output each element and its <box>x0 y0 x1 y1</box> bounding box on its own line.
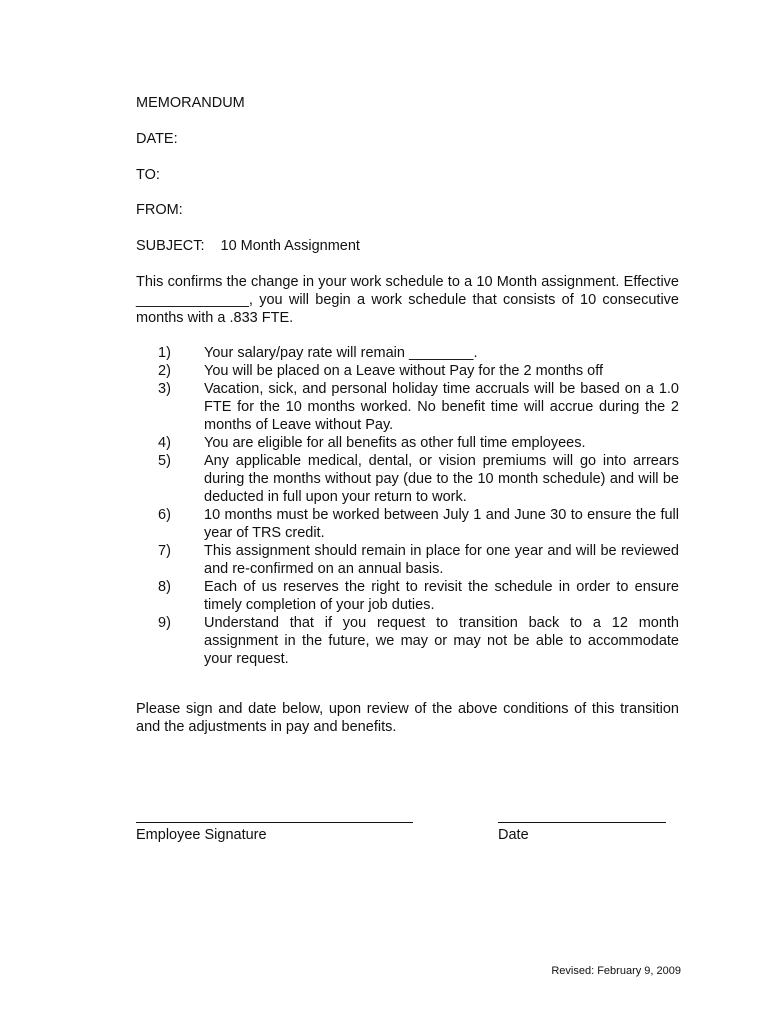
conditions-list <box>136 344 679 668</box>
list-item <box>136 380 679 434</box>
list-item <box>136 434 679 452</box>
list-item-text: Vacation, sick, and personal holiday time accruals will be based on a 1.0 FTE for the 10 months worked. No benefit time will accrue during the 2 months of Leave without Pay. <box>204 381 679 433</box>
list-item-number: 5) <box>158 453 171 469</box>
closing-paragraph: Please sign and date below, upon review of the above conditions of this transition and the adjustments in pay and benefits. <box>136 701 679 735</box>
list-item-number: 9) <box>158 615 171 631</box>
list-item-number: 7) <box>158 543 171 559</box>
list-item-number: 3) <box>158 381 171 397</box>
subject-label: SUBJECT: <box>136 238 205 254</box>
date-signature-line[interactable] <box>498 822 666 823</box>
subject-value: 10 Month Assignment <box>220 238 360 254</box>
list-item-number: 8) <box>158 579 171 595</box>
list-item <box>136 506 679 542</box>
list-item-text: You will be placed on a Leave without Pay for the 2 months off <box>204 363 604 379</box>
revised-date: Revised: February 9, 2009 <box>551 965 681 977</box>
list-item-text: Your salary/pay rate will remain ________. <box>204 345 478 361</box>
list-item-text: You are eligible for all benefits as other full time employees. <box>204 435 586 451</box>
list-item-text: Any applicable medical, dental, or vision premiums will go into arrears during the months without pay (due to the 10 month schedule) and will be deducted in full upon your return to work. <box>204 453 679 505</box>
list-item-text: Understand that if you request to transition back to a 12 month assignment in the future, we may or may not be able to accommodate your request. <box>204 615 679 667</box>
from-label: FROM: <box>136 202 183 218</box>
list-item <box>136 542 679 578</box>
list-item-number: 6) <box>158 507 171 523</box>
list-item-text: 10 months must be worked between July 1 and June 30 to ensure the full year of TRS credit. <box>204 507 679 541</box>
list-item <box>136 452 679 506</box>
intro-paragraph: This confirms the change in your work schedule to a 10 Month assignment. Effective ______________, you will begin a work schedule that consists of 10 consecutive months with a .833 FTE. <box>136 274 679 326</box>
list-item-text: Each of us reserves the right to revisit the schedule in order to ensure timely completion of your job duties. <box>204 579 679 613</box>
list-item-number: 4) <box>158 435 171 451</box>
list-item <box>136 362 679 380</box>
list-item-text: This assignment should remain in place for one year and will be reviewed and re-confirmed on an annual basis. <box>204 543 679 577</box>
list-item-number: 2) <box>158 363 171 379</box>
date-signature-label: Date <box>498 827 529 843</box>
list-item-number: 1) <box>158 345 171 361</box>
employee-signature-label: Employee Signature <box>136 827 267 843</box>
list-item <box>136 344 679 362</box>
list-item <box>136 614 679 668</box>
date-label: DATE: <box>136 131 178 147</box>
to-label: TO: <box>136 167 160 183</box>
subject-line <box>136 237 360 255</box>
employee-signature-line[interactable] <box>136 822 413 823</box>
list-item <box>136 578 679 614</box>
memo-heading: MEMORANDUM <box>136 95 245 111</box>
